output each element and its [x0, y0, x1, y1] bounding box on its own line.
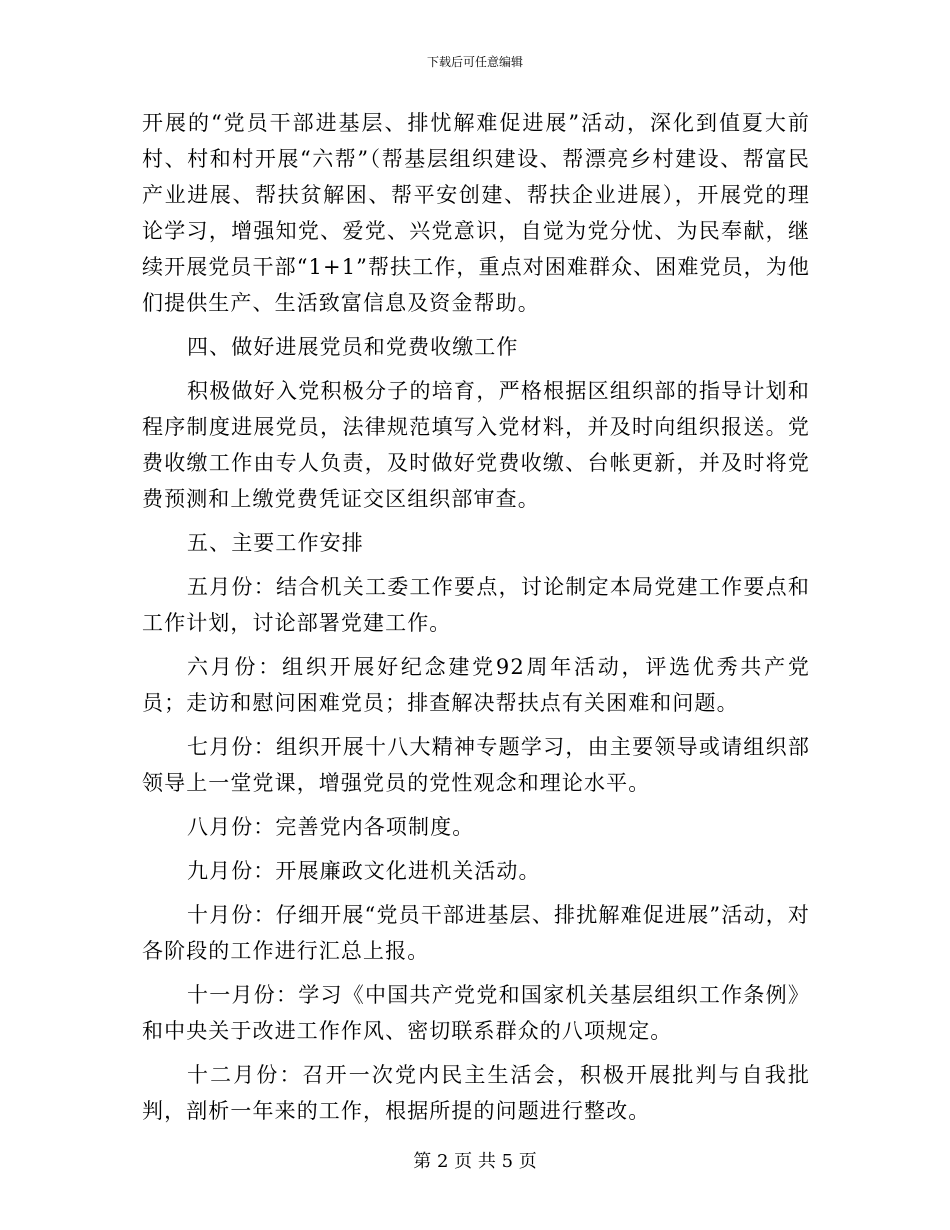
schedule-item-december: 十二月份：召开一次党内民主生活会，积极开展批判与自我批判，剖析一年来的工作，根据所提的问题进行整改。: [142, 1063, 810, 1123]
schedule-item-october: 十月份：仔细开展“党员干部进基层、排扰解难促进展”活动，对各阶段的工作进行汇总上报。: [142, 903, 810, 963]
page-number: 第 2 页 共 5 页: [413, 1151, 537, 1172]
schedule-item-august: 八月份：完善党内各项制度。: [187, 815, 475, 839]
schedule-item-june: 六月份：组织开展好纪念建党92周年活动，评选优秀共产党员；走访和慰问困难党员；排查解决帮扶点有关困难和问题。: [142, 655, 810, 715]
document-body: [142, 105, 810, 1137]
section-heading-work-schedule: 五、主要工作安排: [187, 531, 364, 555]
schedule-item-september: 九月份：开展廉政文化进机关活动。: [187, 859, 541, 883]
schedule-item-november: 十一月份：学习《中国共产党党和国家机关基层组织工作条例》和中央关于改进工作作风、密切联系群众的八项规定。: [142, 983, 810, 1043]
section-heading-party-members-dues: 四、做好进展党员和党费收缴工作: [187, 335, 519, 359]
paragraph-activities: 开展的“党员干部进基层、排忧解难促进展”活动，深化到值夏大前村、村和村开展“六帮”（帮基层组织建设、帮漂亮乡村建设、帮富民产业进展、帮扶贫解困、帮平安创建、帮扶企业进展），开展党的理论学习，增强知党、爱党、兴党意识，自觉为党分忧、为民奉献，继续开展党员干部“1+1”帮扶工作，重点对困难群众、困难党员，为他们提供生产、生活致富信息及资金帮助。: [142, 111, 810, 315]
paragraph-party-members-dues: 积极做好入党积极分子的培育，严格根据区组织部的指导计划和程序制度进展党员，法律规范填写入党材料，并及时向组织报送。党费收缴工作由专人负责，及时做好党费收缴、台帐更新，并及时将党费预测和上缴党费凭证交区组织部审查。: [142, 379, 810, 511]
schedule-item-may: 五月份：结合机关工委工作要点，讨论制定本局党建工作要点和工作计划，讨论部署党建工作。: [142, 575, 810, 635]
page-header-note: 下载后可任意编辑: [426, 55, 523, 69]
schedule-item-july: 七月份：组织开展十八大精神专题学习，由主要领导或请组织部领导上一堂党课，增强党员的党性观念和理论水平。: [142, 735, 810, 795]
